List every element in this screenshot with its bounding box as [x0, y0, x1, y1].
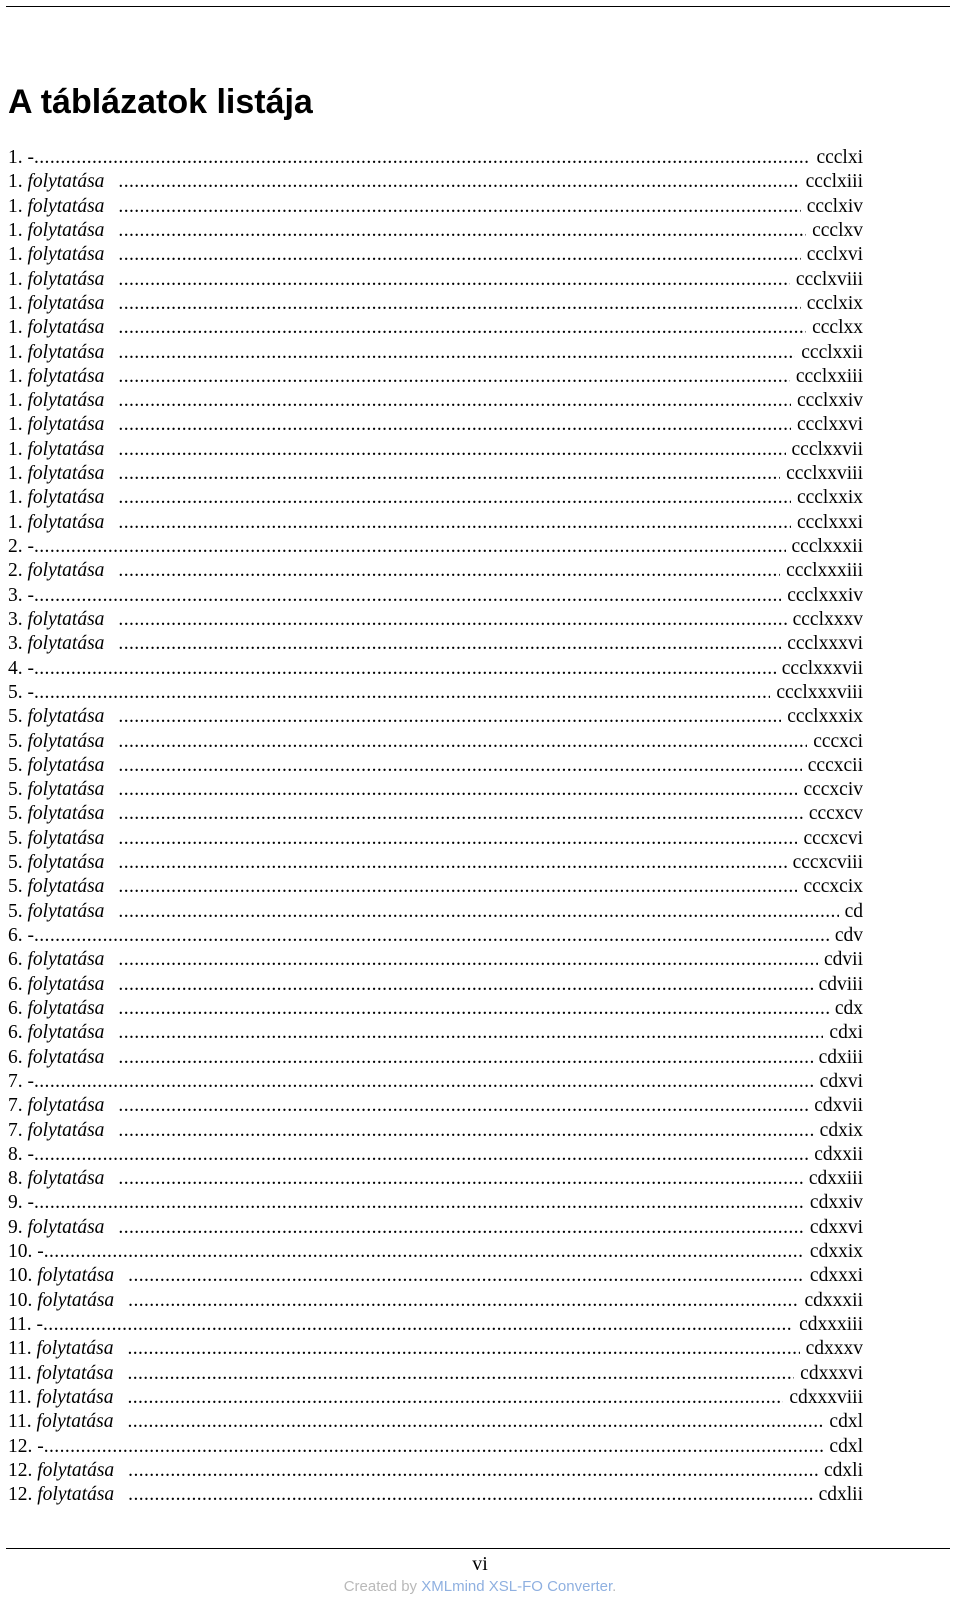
list-item[interactable] [8, 1362, 863, 1386]
entry-number: 1. - [8, 147, 34, 168]
dot-leader [118, 511, 791, 535]
dot-leader [118, 486, 791, 510]
list-item[interactable] [8, 997, 863, 1021]
list-item[interactable] [8, 1046, 863, 1070]
entry-label: folytatása [27, 633, 105, 655]
entry-number: 9. - [8, 1192, 34, 1214]
dot-leader [118, 413, 791, 437]
list-item[interactable] [8, 1191, 863, 1215]
entry-page-number: ccclxviii [795, 268, 863, 290]
entry-label: folytatása [27, 195, 105, 217]
entry-number: 5. [8, 730, 23, 752]
list-item[interactable] [8, 195, 863, 219]
list-item[interactable] [8, 802, 863, 826]
list-item[interactable] [8, 1313, 863, 1337]
list-item[interactable] [8, 438, 863, 462]
list-item[interactable] [8, 584, 863, 608]
dot-leader [118, 875, 797, 899]
list-item[interactable] [8, 851, 863, 875]
dot-leader [118, 438, 785, 462]
entry-number: 5. [8, 803, 23, 825]
entry-label: folytatása [36, 1411, 114, 1433]
entry-page-number: ccclxxvii [791, 438, 863, 460]
entry-page-number: cdxxiv [809, 1192, 863, 1214]
dot-leader [118, 365, 789, 389]
entry-number: 3. - [8, 584, 34, 606]
dot-leader [34, 657, 776, 681]
entry-page-number: cdxiii [818, 1046, 863, 1068]
entry-label: folytatása [37, 1265, 115, 1287]
dot-leader [34, 1070, 814, 1094]
entry-number: 1. [8, 511, 23, 533]
entry-number: 3. [8, 633, 23, 655]
list-item[interactable] [8, 657, 863, 681]
entry-number: 5. [8, 876, 23, 898]
entry-number: 5. [8, 900, 23, 922]
entry-page-number: ccclxxxvi [787, 633, 863, 655]
dot-leader [128, 1289, 798, 1313]
entry-label: folytatása [27, 1095, 105, 1117]
entry-label: folytatása [27, 390, 105, 412]
dot-leader [44, 1240, 804, 1264]
entry-page-number: cdxxiii [808, 1168, 863, 1190]
entry-label: folytatása [27, 317, 105, 339]
entry-page-number: cdxi [829, 1022, 863, 1044]
entry-number: 1. [8, 341, 23, 363]
entry-label: folytatása [37, 1289, 115, 1311]
entry-label: folytatása [27, 244, 105, 266]
list-item[interactable] [8, 170, 863, 194]
entry-number: 6. [8, 949, 23, 971]
list-item[interactable] [8, 389, 863, 413]
dot-leader [118, 316, 806, 340]
bottom-rule [6, 1548, 950, 1549]
entry-number: 8. - [8, 1143, 34, 1165]
list-item[interactable] [8, 924, 863, 948]
entry-label: folytatása [27, 414, 105, 436]
dot-leader [118, 292, 800, 316]
entry-number: 11. - [8, 1314, 44, 1335]
entry-label: folytatása [27, 803, 105, 825]
dot-leader [118, 1167, 802, 1191]
entry-page-number: cdxxxii [804, 1289, 863, 1311]
entry-number: 5. [8, 852, 23, 874]
list-item[interactable] [8, 1289, 863, 1313]
entry-label: folytatása [27, 949, 105, 971]
entry-page-number: ccclxxvi [796, 414, 863, 436]
entry-page-number: cdxxxvi [800, 1362, 863, 1384]
entry-page-number: ccclxxiv [796, 390, 863, 412]
entry-page-number: cdxxvi [809, 1216, 863, 1238]
entry-page-number: ccclxix [806, 292, 863, 314]
list-item[interactable] [8, 268, 863, 292]
list-item[interactable] [8, 559, 863, 583]
entry-number: 7. [8, 1119, 23, 1141]
list-item[interactable] [8, 1021, 863, 1045]
list-item[interactable] [8, 316, 863, 340]
entry-label: folytatása [37, 1459, 115, 1481]
entry-label: folytatása [27, 268, 105, 290]
list-item[interactable] [8, 511, 863, 535]
entry-number: 10. - [8, 1241, 44, 1263]
dot-leader [118, 219, 806, 243]
dot-leader [118, 462, 780, 486]
table-list [8, 146, 863, 1508]
list-item[interactable] [8, 608, 863, 632]
list-item[interactable] [8, 681, 863, 705]
entry-number: 1. [8, 195, 23, 217]
dot-leader [118, 900, 838, 924]
entry-label: folytatása [36, 1338, 114, 1360]
list-item[interactable] [8, 754, 863, 778]
list-item[interactable] [8, 973, 863, 997]
entry-label: folytatása [37, 1484, 115, 1506]
entry-label: folytatása [27, 292, 105, 314]
list-item[interactable] [8, 875, 863, 899]
entry-label: folytatása [27, 973, 105, 995]
entry-page-number: cdxxxiii [799, 1314, 863, 1335]
entry-number: 1. [8, 487, 23, 509]
entry-page-number: cdx [834, 997, 863, 1019]
entry-page-number: ccclxxxii [791, 536, 863, 557]
entry-number: 11. [8, 1338, 32, 1360]
entry-page-number: ccclxxxviii [776, 681, 863, 703]
entry-page-number: cccxcv [808, 803, 863, 825]
entry-label: folytatása [27, 171, 105, 193]
entry-label: folytatása [27, 779, 105, 801]
entry-page-number: cdviii [818, 973, 863, 995]
list-item[interactable] [8, 1337, 863, 1361]
dot-leader [118, 559, 780, 583]
entry-number: 1. [8, 219, 23, 241]
entry-number: 10. [8, 1265, 33, 1287]
entry-number: 6. [8, 973, 23, 995]
entry-label: folytatása [27, 219, 105, 241]
entry-page-number: cdv [834, 925, 863, 946]
list-item[interactable] [8, 1386, 863, 1410]
entry-page-number: ccclxiii [805, 171, 863, 193]
footer-created-by: Created by [343, 1578, 422, 1595]
entry-page-number: ccclxxxvii [781, 657, 863, 679]
dot-leader [118, 195, 800, 219]
entry-label: folytatása [27, 876, 105, 898]
entry-number: 1. [8, 438, 23, 460]
entry-number: 11. [8, 1362, 32, 1384]
list-item[interactable] [8, 365, 863, 389]
list-item[interactable] [8, 1240, 863, 1264]
dot-leader [34, 1191, 804, 1215]
entry-page-number: ccclxv [812, 219, 863, 241]
entry-number: 6. [8, 1046, 23, 1068]
dot-leader [128, 1264, 804, 1288]
dot-leader [118, 1119, 813, 1143]
dot-leader [118, 851, 786, 875]
entry-number: 7. [8, 1095, 23, 1117]
entry-label: folytatása [27, 1168, 105, 1190]
dot-leader [118, 948, 818, 972]
entry-page-number: ccclxxxv [792, 608, 863, 630]
entry-number: 5. [8, 754, 23, 776]
dot-leader [118, 778, 797, 802]
footer-period: . [612, 1578, 617, 1595]
dot-leader [118, 1094, 808, 1118]
list-item[interactable] [8, 1483, 863, 1507]
footer-brand-link[interactable]: XMLmind XSL-FO Converter [421, 1578, 613, 1595]
entry-label: folytatása [36, 1386, 114, 1408]
entry-number: 7. - [8, 1070, 34, 1092]
list-item[interactable] [8, 1094, 863, 1118]
page-title: A táblázatok listája [8, 83, 313, 121]
entry-label: folytatása [36, 1362, 114, 1384]
entry-label: folytatása [27, 852, 105, 874]
entry-label: folytatása [27, 463, 105, 485]
list-item[interactable] [8, 243, 863, 267]
entry-number: 3. [8, 608, 23, 630]
list-item[interactable] [8, 948, 863, 972]
list-item[interactable] [8, 1070, 863, 1094]
dot-leader [128, 1483, 812, 1507]
entry-number: 4. - [8, 657, 34, 679]
dot-leader [118, 827, 797, 851]
dot-leader [34, 924, 829, 948]
entry-page-number: ccclxxxix [787, 706, 863, 728]
list-item[interactable] [8, 341, 863, 365]
entry-page-number: ccclxvi [806, 244, 863, 266]
list-item[interactable] [8, 292, 863, 316]
list-item[interactable] [8, 1459, 863, 1483]
dot-leader [118, 802, 802, 826]
entry-page-number: cdxvii [814, 1095, 863, 1117]
entry-number: 1. [8, 317, 23, 339]
entry-label: folytatása [27, 827, 105, 849]
list-item[interactable] [8, 632, 863, 656]
entry-label: folytatása [27, 365, 105, 387]
dot-leader [118, 1021, 823, 1045]
entry-label: folytatása [27, 1022, 105, 1044]
entry-page-number: cdxl [829, 1411, 863, 1433]
list-item[interactable] [8, 1410, 863, 1434]
entry-label: folytatása [27, 487, 105, 509]
entry-page-number: cdxxxviii [789, 1386, 863, 1408]
dot-leader [127, 1410, 823, 1434]
dot-leader [118, 243, 800, 267]
entry-page-number: cdxxii [814, 1143, 863, 1165]
entry-page-number: cccxcii [807, 754, 863, 776]
list-item[interactable] [8, 462, 863, 486]
list-item[interactable] [8, 778, 863, 802]
list-item[interactable] [8, 1264, 863, 1288]
entry-page-number: cccxcvi [803, 827, 863, 849]
entry-label: folytatása [27, 1046, 105, 1068]
entry-number: 1. [8, 365, 23, 387]
entry-page-number: ccclxxviii [786, 463, 863, 485]
entry-number: 6. [8, 1022, 23, 1044]
dot-leader [118, 632, 781, 656]
dot-leader [118, 973, 812, 997]
entry-page-number: cd [844, 900, 863, 922]
entry-label: folytatása [27, 1216, 105, 1238]
list-item[interactable] [8, 1143, 863, 1167]
entry-page-number: ccclxxxiii [786, 560, 863, 582]
dot-leader [118, 268, 789, 292]
entry-label: folytatása [27, 706, 105, 728]
entry-label: folytatása [27, 608, 105, 630]
entry-number: 2. - [8, 536, 34, 557]
entry-number: 12. - [8, 1435, 44, 1457]
entry-number: 8. [8, 1168, 23, 1190]
dot-leader [34, 1143, 808, 1167]
entry-page-number: cdxxxi [809, 1265, 863, 1287]
entry-number: 5. - [8, 681, 34, 703]
entry-page-number: cccxciv [803, 779, 863, 801]
entry-number: 5. [8, 827, 23, 849]
list-item[interactable] [8, 535, 863, 559]
dot-leader [118, 730, 807, 754]
list-item[interactable] [8, 1435, 863, 1459]
dot-leader [127, 1386, 783, 1410]
list-item[interactable] [8, 219, 863, 243]
entry-number: 1. [8, 171, 23, 193]
dot-leader [44, 1435, 824, 1459]
entry-label: folytatása [27, 560, 105, 582]
entry-number: 1. [8, 414, 23, 436]
entry-page-number: cdxxxv [805, 1338, 863, 1360]
entry-page-number: cdxlii [818, 1484, 863, 1506]
dot-leader [34, 681, 770, 705]
entry-page-number: ccclxxxi [796, 511, 863, 533]
entry-label: folytatása [27, 754, 105, 776]
entry-number: 5. [8, 779, 23, 801]
entry-page-number: cdxix [819, 1119, 863, 1141]
entry-number: 5. [8, 706, 23, 728]
list-item[interactable] [8, 705, 863, 729]
list-item[interactable] [8, 827, 863, 851]
top-rule [6, 6, 950, 7]
entry-number: 9. [8, 1216, 23, 1238]
entry-number: 1. [8, 463, 23, 485]
entry-page-number: cccxcviii [792, 852, 863, 874]
list-item[interactable] [8, 1216, 863, 1240]
dot-leader [34, 535, 786, 559]
entry-number: 1. [8, 268, 23, 290]
entry-number: 11. [8, 1386, 32, 1408]
dot-leader [34, 584, 781, 608]
entry-number: 6. - [8, 925, 34, 946]
entry-page-number: ccclxiv [806, 195, 863, 217]
entry-label: folytatása [27, 1119, 105, 1141]
entry-page-number: cccxci [813, 730, 863, 752]
entry-page-number: cdxvi [819, 1070, 863, 1092]
entry-label: folytatása [27, 997, 105, 1019]
entry-label: folytatása [27, 438, 105, 460]
dot-leader [34, 146, 810, 170]
list-item[interactable] [8, 1167, 863, 1191]
dot-leader [118, 1216, 804, 1240]
dot-leader [118, 1046, 812, 1070]
entry-number: 12. [8, 1459, 33, 1481]
dot-leader [127, 1362, 794, 1386]
entry-number: 2. [8, 560, 23, 582]
dot-leader [118, 170, 799, 194]
entry-page-number: ccclxxiii [795, 365, 863, 387]
list-item[interactable] [8, 413, 863, 437]
entry-label: folytatása [27, 511, 105, 533]
dot-leader [118, 754, 801, 778]
entry-number: 1. [8, 292, 23, 314]
list-item[interactable] [8, 1119, 863, 1143]
list-item[interactable] [8, 730, 863, 754]
entry-page-number: ccclxi [816, 147, 863, 168]
entry-page-number: ccclxxix [796, 487, 863, 509]
entry-label: folytatása [27, 730, 105, 752]
list-item[interactable] [8, 900, 863, 924]
entry-page-number: cdxli [824, 1459, 863, 1481]
entry-number: 1. [8, 244, 23, 266]
entry-page-number: cdxxix [809, 1241, 863, 1263]
entry-page-number: cdxl [829, 1435, 863, 1457]
dot-leader [128, 1459, 818, 1483]
footer-note [0, 1578, 960, 1595]
dot-leader [118, 389, 791, 413]
entry-number: 6. [8, 997, 23, 1019]
page-number: vi [472, 1553, 488, 1575]
dot-leader [43, 1313, 793, 1337]
entry-label: folytatása [27, 900, 105, 922]
entry-page-number: ccclxxxiv [787, 584, 863, 606]
entry-number: 1. [8, 390, 23, 412]
entry-page-number: cccxcix [803, 876, 863, 898]
dot-leader [118, 608, 786, 632]
entry-page-number: ccclxx [812, 317, 863, 339]
list-item[interactable] [8, 146, 863, 170]
dot-leader [118, 341, 795, 365]
dot-leader [118, 997, 828, 1021]
entry-page-number: ccclxxii [801, 341, 863, 363]
dot-leader [127, 1337, 799, 1361]
entry-number: 11. [8, 1411, 32, 1433]
entry-label: folytatása [27, 341, 105, 363]
entry-page-number: cdvii [824, 949, 863, 971]
entry-number: 10. [8, 1289, 33, 1311]
dot-leader [118, 705, 781, 729]
entry-number: 12. [8, 1484, 33, 1506]
list-item[interactable] [8, 486, 863, 510]
